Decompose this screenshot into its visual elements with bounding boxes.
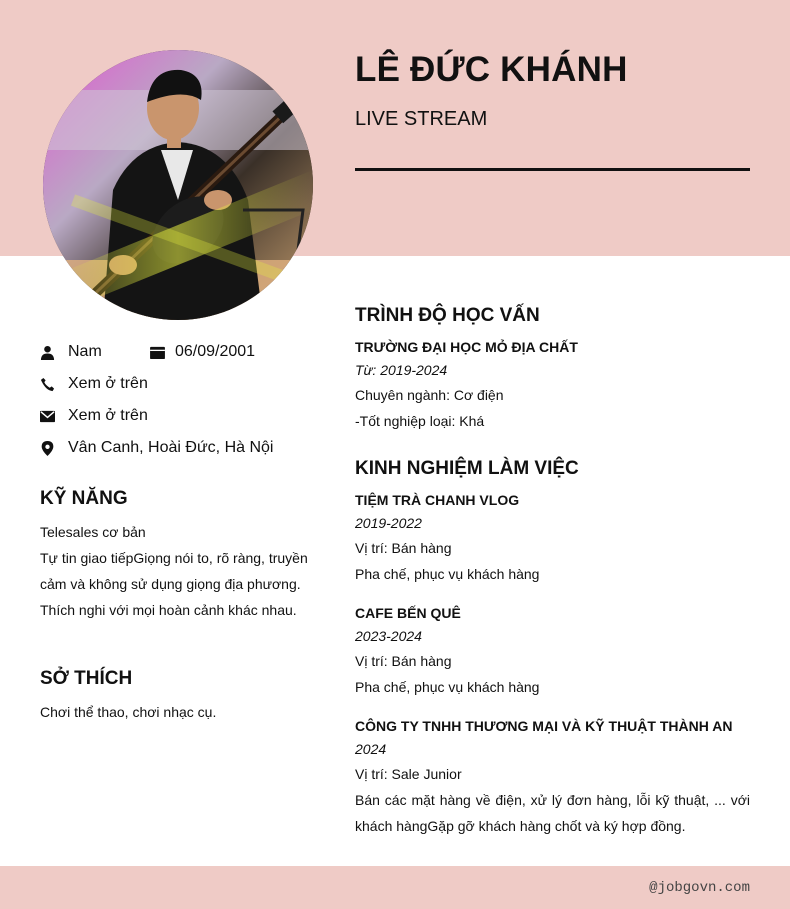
email-row: [40, 407, 148, 425]
job-period: 2024: [355, 741, 387, 757]
job-position: Vị trí: Bán hàng: [355, 653, 452, 669]
education-period: Từ: 2019-2024: [355, 362, 448, 378]
job-company: TIỆM TRÀ CHANH VLOG: [355, 492, 520, 508]
calendar-icon: [150, 344, 165, 361]
job-company: CAFE BẾN QUÊ: [355, 605, 461, 621]
experience-heading: KINH NGHIỆM LÀM VIỆC: [355, 458, 579, 479]
address-row: [40, 439, 273, 457]
job-period: 2023-2024: [355, 628, 422, 644]
job-period: 2019-2022: [355, 515, 422, 531]
candidate-name: LÊ ĐỨC KHÁNH: [355, 50, 628, 89]
job-description: Bán các mặt hàng về điện, xử lý đơn hàng, lỗi kỹ thuật, ... với khách hàngGặp gỡ khách hàng chốt và ký hợp đồng.: [355, 792, 750, 834]
job-position: Vị trí: Bán hàng: [355, 540, 452, 556]
phone-row: [40, 375, 148, 393]
address-value: Vân Canh, Hoài Đức, Hà Nội: [68, 439, 274, 456]
skill-item: Tự tin giao tiếpGiọng nói to, rõ ràng, truyền cảm và không sử dụng giọng địa phương. Thích nghi với mọi hoàn cảnh khác nhau.: [40, 550, 308, 618]
skills-list: [40, 519, 315, 623]
map-pin-icon: [40, 440, 55, 457]
profile-photo: [43, 50, 313, 320]
phone-icon: [40, 376, 55, 393]
skill-item: Telesales cơ bản: [40, 524, 146, 540]
envelope-icon: [40, 408, 55, 425]
person-icon: [40, 344, 55, 361]
job-title: LIVE STREAM: [355, 108, 488, 130]
job-position: Vị trí: Sale Junior: [355, 766, 462, 782]
job-description: Pha chế, phục vụ khách hàng: [355, 566, 540, 582]
dob-row: [150, 343, 255, 361]
gender-row: [40, 343, 102, 361]
title-divider: [355, 168, 750, 171]
skills-heading: KỸ NĂNG: [40, 488, 128, 509]
education-major: Chuyên ngành: Cơ điện: [355, 387, 504, 403]
phone-value: Xem ở trên: [68, 375, 148, 392]
email-value: Xem ở trên: [68, 407, 148, 424]
hobbies-text: Chơi thể thao, chơi nhạc cụ.: [40, 704, 217, 720]
dob-value: 06/09/2001: [175, 343, 256, 360]
hobbies-heading: SỞ THÍCH: [40, 668, 133, 689]
gender-value: Nam: [68, 343, 102, 360]
site-watermark: @jobgovn.com: [649, 880, 750, 896]
education-grade: -Tốt nghiệp loại: Khá: [355, 413, 485, 429]
education-heading: TRÌNH ĐỘ HỌC VẤN: [355, 305, 540, 326]
job-company: CÔNG TY TNHH THƯƠNG MẠI VÀ KỸ THUẬT THÀNH AN: [355, 718, 733, 734]
job-description: Pha chế, phục vụ khách hàng: [355, 679, 540, 695]
school-name: TRƯỜNG ĐẠI HỌC MỎ ĐỊA CHẤT: [355, 339, 578, 355]
